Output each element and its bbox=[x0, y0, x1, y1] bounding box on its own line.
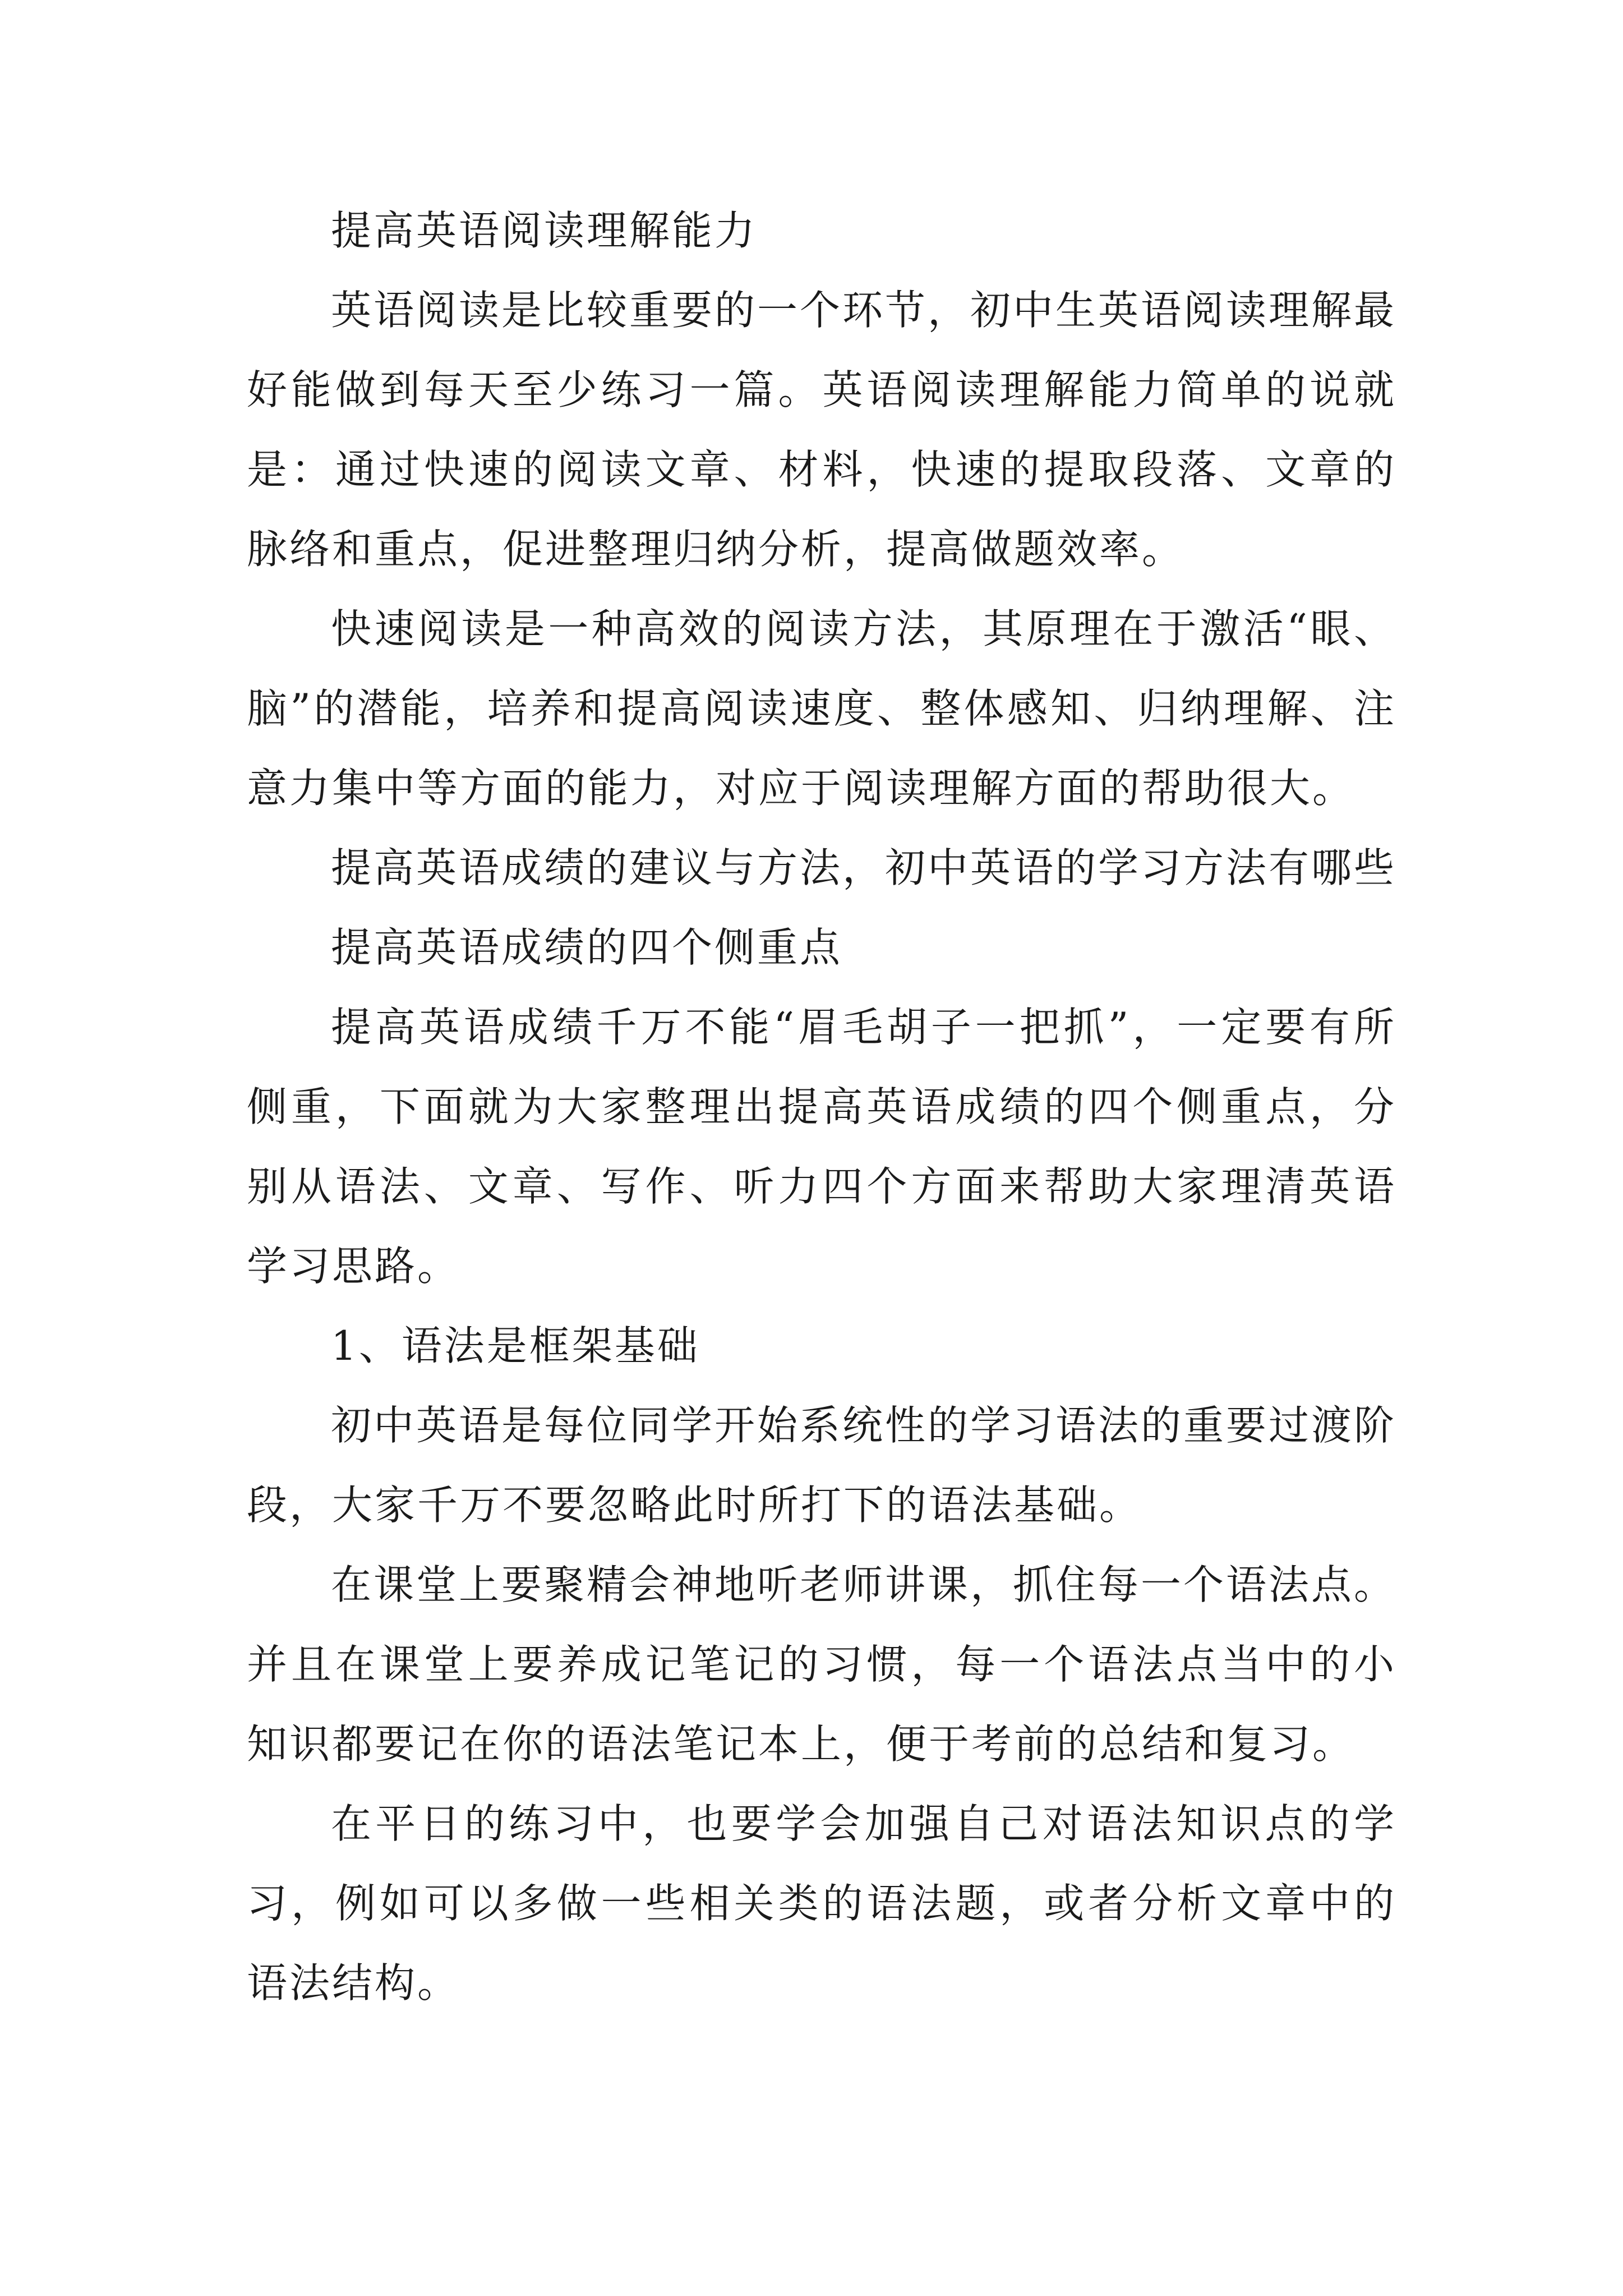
paragraph-fast-reading: 快速阅读是一种高效的阅读方法，其原理在于激活“眼、脑”的潜能，培养和提高阅读速度、整体感知、归纳理解、注意力集中等方面的能力，对应于阅读理解方面的帮助很大。 bbox=[247, 605, 1396, 812]
section-heading-reading: 提高英语阅读理解能力 bbox=[331, 207, 758, 254]
paragraph-daily-practice: 在平日的练习中，也要学会加强自己对语法知识点的学习，例如可以多做一些相关类的语法题，或者分析文章中的语法结构。 bbox=[247, 1800, 1396, 2007]
paragraph-grammar-foundation: 初中英语是每位同学开始系统性的学习语法的重要过渡阶段，大家千万不要忽略此时所打下的语法基础。 bbox=[247, 1402, 1397, 1529]
paragraph-four-focuses: 提高英语成绩千万不能“眉毛胡子一把抓”，一定要有所侧重，下面就为大家整理出提高英语成绩的四个侧重点，分别从语法、文章、写作、听力四个方面来帮助大家理清英语学习思路。 bbox=[247, 1004, 1396, 1290]
paragraph-reading-importance: 英语阅读是比较重要的一个环节，初中生英语阅读理解最好能做到每天至少练习一篇。英语阅读理解能力简单的说就是：通过快速的阅读文章、材料，快速的提取段落、文章的脉络和重点，促进整理归纳分析，提高做题效率。 bbox=[247, 287, 1397, 573]
paragraph-classroom-notes: 在课堂上要聚精会神地听老师讲课，抓住每一个语法点。并且在课堂上要养成记笔记的习惯，每一个语法点当中的小知识都要记在你的语法笔记本上，便于考前的总结和复习。 bbox=[247, 1561, 1397, 1768]
section-heading-four-focuses: 提高英语成绩的四个侧重点 bbox=[331, 924, 843, 971]
section-heading-suggestions: 提高英语成绩的建议与方法，初中英语的学习方法有哪些 bbox=[331, 844, 1397, 891]
section-heading-grammar: 1、语法是框架基础 bbox=[331, 1322, 700, 1369]
document-body bbox=[247, 191, 1396, 2023]
